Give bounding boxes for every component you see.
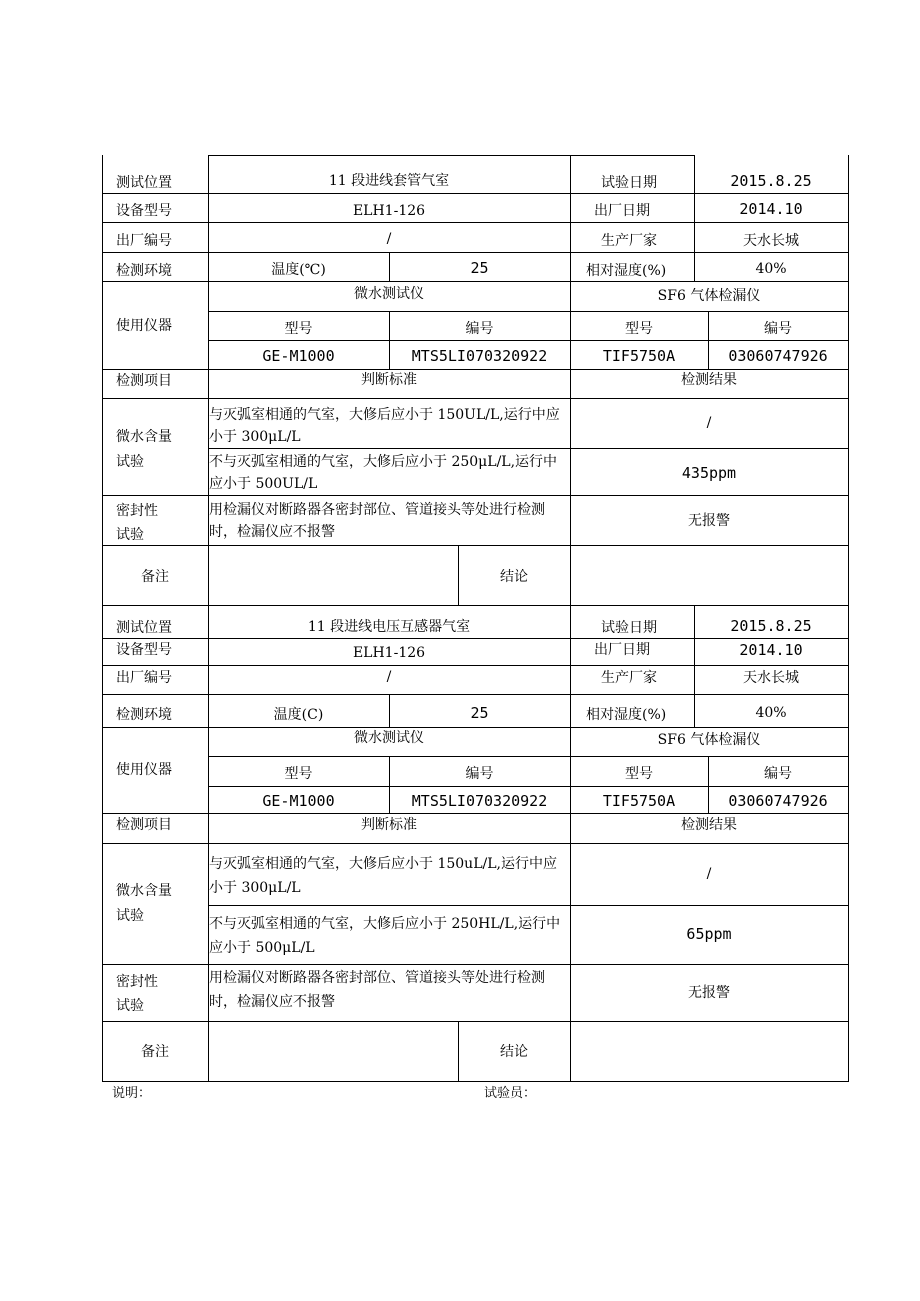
type-label: 型号 — [284, 321, 313, 337]
humidity-value: 40% — [755, 705, 787, 721]
type-label: 型号 — [284, 766, 313, 782]
sf6-number: 03060747926 — [728, 347, 828, 365]
sf6-type: TIF5750A — [602, 347, 676, 365]
micro-test-label: 微水含量 — [116, 883, 172, 899]
env-label: 检测环境 — [116, 707, 172, 723]
criteria-label: 判断标准 — [361, 817, 417, 833]
result-label: 检测结果 — [681, 372, 737, 388]
criteria-text: 与灭弧室相通的气室，大修后应小于 150uL/L,运行中应小于 300μL/L — [209, 856, 557, 896]
result-label: 检测结果 — [681, 817, 737, 833]
number-label: 编号 — [465, 766, 494, 782]
temp-label: 温度(℃) — [271, 262, 326, 278]
micro-type: GE-M1000 — [262, 347, 335, 365]
instrument-label: 使用仪器 — [116, 318, 172, 334]
result-value: 435ppm — [681, 464, 737, 482]
number-label: 编号 — [764, 321, 792, 337]
conclusion-label: 结论 — [500, 1044, 528, 1060]
seal-result: 无报警 — [688, 513, 730, 529]
micro-instrument: 微水测试仪 — [354, 286, 424, 302]
serial-value: / — [386, 669, 392, 685]
micro-test-label: 微水含量 — [116, 429, 172, 445]
remark-label: 备注 — [141, 1044, 169, 1060]
type-label: 型号 — [625, 766, 653, 782]
micro-number: MTS5LI070320922 — [411, 792, 548, 810]
serial-value: / — [386, 231, 392, 247]
seal-criteria: 用检漏仪对断路器各密封部位、管道接头等处进行检测时，检漏仪应不报警 — [209, 970, 545, 1010]
factory-date-label: 出厂日期 — [594, 642, 650, 658]
seal-label: 密封性 — [116, 974, 158, 990]
location-label: 测试位置 — [116, 620, 172, 636]
manufacturer-label: 生产厂家 — [601, 670, 657, 686]
factory-date-value: 2014.10 — [739, 200, 803, 218]
manufacturer-value: 天水长城 — [743, 670, 799, 686]
criteria-text: 不与灭弧室相通的气室，大修后应小于 250HL/L,运行中应小于 500μL/L — [209, 916, 561, 956]
micro-instrument: 微水测试仪 — [354, 730, 424, 746]
test-date-value: 2015.8.25 — [730, 172, 812, 190]
test-date-label: 试验日期 — [601, 175, 657, 191]
item-label: 检测项目 — [116, 373, 172, 389]
humidity-label: 相对湿度(%) — [586, 263, 667, 279]
sf6-instrument: SF6 气体检漏仪 — [657, 288, 761, 304]
location-value: 11 段进线电压互感器气室 — [307, 619, 471, 635]
temp-value: 25 — [470, 259, 489, 277]
location-value: 11 段进线套管气室 — [328, 173, 450, 189]
model-value: ELH1-126 — [352, 645, 426, 661]
result-value: 65ppm — [686, 925, 732, 943]
serial-label: 出厂编号 — [116, 233, 172, 249]
humidity-value: 40% — [755, 261, 787, 277]
note-label: 说明： — [112, 1086, 152, 1101]
test-date-label: 试验日期 — [601, 620, 657, 636]
env-label: 检测环境 — [116, 263, 172, 279]
model-label: 设备型号 — [116, 203, 172, 219]
humidity-label: 相对湿度(%) — [586, 707, 667, 723]
result-value: / — [706, 415, 712, 431]
factory-date-value: 2014.10 — [739, 641, 803, 659]
item-label: 检测项目 — [116, 817, 172, 833]
conclusion-label: 结论 — [500, 569, 528, 585]
serial-label: 出厂编号 — [116, 670, 172, 686]
criteria-text: 不与灭弧室相通的气室，大修后应小于 250μL/L,运行中应小于 500UL/L — [209, 454, 558, 492]
type-label: 型号 — [625, 321, 653, 337]
criteria-label: 判断标准 — [361, 372, 417, 388]
model-value: ELH1-126 — [352, 203, 426, 219]
tester-label: 试验员： — [484, 1086, 537, 1101]
micro-test-label: 试验 — [116, 454, 144, 470]
seal-criteria: 用检漏仪对断路器各密封部位、管道接头等处进行检测时，检漏仪应不报警 — [209, 502, 545, 540]
seal-label: 试验 — [116, 998, 144, 1014]
micro-test-label: 试验 — [116, 908, 144, 924]
remark-label: 备注 — [141, 569, 169, 585]
seal-label: 密封性 — [116, 503, 158, 519]
instrument-label: 使用仪器 — [116, 762, 172, 778]
sf6-type: TIF5750A — [602, 792, 676, 810]
test-date-value: 2015.8.25 — [730, 617, 812, 635]
micro-number: MTS5LI070320922 — [411, 347, 548, 365]
number-label: 编号 — [764, 766, 792, 782]
location-label: 测试位置 — [116, 175, 172, 191]
result-value: / — [706, 866, 712, 882]
temp-label: 温度(C) — [273, 707, 324, 723]
sf6-instrument: SF6 气体检漏仪 — [657, 732, 761, 748]
criteria-text: 与灭弧室相通的气室，大修后应小于 150UL/L,运行中应小于 300μL/L — [209, 407, 560, 445]
sf6-number: 03060747926 — [728, 792, 828, 810]
number-label: 编号 — [465, 321, 494, 337]
seal-result: 无报警 — [688, 985, 730, 1001]
temp-value: 25 — [470, 704, 489, 722]
model-label: 设备型号 — [116, 642, 172, 658]
manufacturer-value: 天水长城 — [743, 233, 799, 249]
seal-label: 试验 — [116, 527, 144, 543]
micro-type: GE-M1000 — [262, 792, 335, 810]
manufacturer-label: 生产厂家 — [601, 233, 657, 249]
factory-date-label: 出厂日期 — [594, 203, 650, 219]
